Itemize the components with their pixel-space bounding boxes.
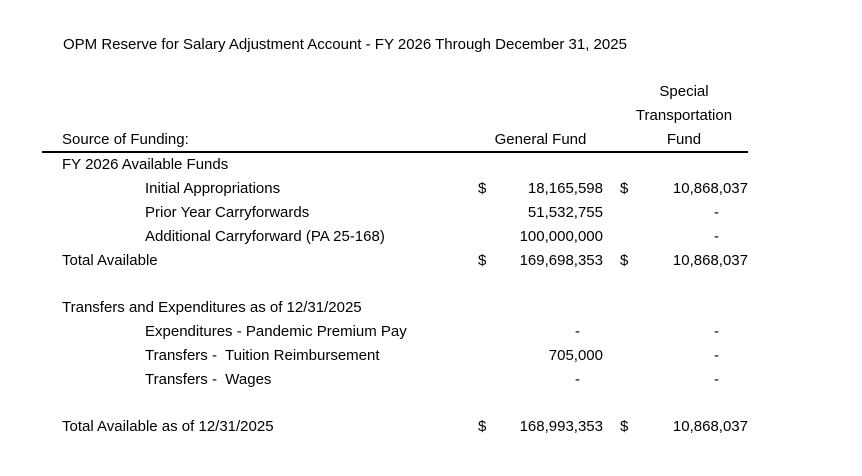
row-label: FY 2026 Available Funds (62, 156, 229, 174)
general-fund-amount: 169,698,353 (519, 251, 603, 269)
row-label: Expenditures - Pandemic Premium Pay (145, 322, 407, 340)
general-fund-amount: - (575, 370, 580, 388)
stf-amount (640, 153, 748, 177)
column-gap (603, 415, 620, 439)
table-row-pandemic-premium-pay (42, 320, 748, 344)
general-fund-amount: 51,532,755 (527, 203, 603, 221)
funding-table (42, 80, 748, 439)
stf-dollar-sign: $ (620, 418, 629, 436)
column-gap (603, 296, 620, 320)
stf-dollar-sign (620, 368, 640, 392)
column-gap (603, 368, 620, 392)
stf-header-line-2: Transportation (635, 106, 733, 124)
table-row-section-transfers-expenditures (42, 296, 748, 320)
general-fund-dollar-sign (478, 296, 498, 320)
stf-dollar-sign: $ (620, 251, 629, 269)
table-row-additional-carryforward (42, 225, 748, 249)
row-label: Transfers - Wages (145, 370, 272, 388)
stf-header-line-3: Fund (666, 130, 702, 148)
column-gap (603, 320, 620, 344)
general-fund-dollar-sign (478, 320, 498, 344)
spacer-row (42, 272, 748, 296)
general-fund-amount: 100,000,000 (519, 227, 603, 245)
general-fund-column-header: General Fund (494, 130, 587, 148)
row-label: Transfers - Tuition Reimbursement (145, 346, 380, 364)
stf-amount (640, 296, 748, 320)
stf-dollar-sign (620, 344, 640, 368)
general-fund-dollar-sign (478, 368, 498, 392)
stf-amount: 10,868,037 (672, 180, 748, 198)
stf-amount: - (714, 370, 719, 388)
stf-dollar-sign (620, 320, 640, 344)
stf-dollar-sign (620, 201, 640, 225)
general-fund-dollar-sign (478, 201, 498, 225)
column-gap (603, 249, 620, 273)
stf-amount: - (714, 227, 719, 245)
row-label: Prior Year Carryforwards (145, 203, 310, 221)
general-fund-dollar-sign: $ (478, 418, 487, 436)
stf-header-line-1: Special (659, 83, 709, 100)
stf-amount: 10,868,037 (672, 418, 748, 436)
stf-dollar-sign (620, 225, 640, 249)
column-gap (603, 344, 620, 368)
table-row-total-available (42, 249, 748, 273)
row-label: Initial Appropriations (145, 180, 281, 198)
source-of-funding-header: Source of Funding: (62, 130, 189, 148)
stf-dollar-sign: $ (620, 180, 629, 198)
table-row-total-available-as-of-date (42, 415, 748, 439)
table-row-tuition-reimbursement (42, 344, 748, 368)
general-fund-dollar-sign (478, 225, 498, 249)
general-fund-amount (498, 296, 603, 320)
row-label: Total Available (62, 251, 158, 269)
general-fund-amount: 168,993,353 (519, 418, 603, 436)
page-title: OPM Reserve for Salary Adjustment Account - FY 2026 Through December 31, 2025 (63, 36, 627, 53)
stf-dollar-sign (620, 296, 640, 320)
stf-amount: 10,868,037 (672, 251, 748, 269)
special-transportation-fund-column-header (620, 80, 748, 151)
stf-dollar-sign (620, 153, 640, 177)
column-gap (603, 225, 620, 249)
general-fund-dollar-sign: $ (478, 180, 487, 198)
row-label: Total Available as of 12/31/2025 (62, 418, 274, 436)
stf-amount: - (714, 346, 719, 364)
spacer-row (42, 391, 748, 415)
stf-amount: - (714, 322, 719, 340)
table-row-prior-year-carryforwards (42, 201, 748, 225)
column-gap (603, 177, 620, 201)
general-fund-dollar-sign (478, 344, 498, 368)
general-fund-amount: - (575, 322, 580, 340)
table-header (42, 80, 748, 153)
column-gap (603, 153, 620, 177)
stf-amount: - (714, 203, 719, 221)
general-fund-amount: 18,165,598 (527, 180, 603, 198)
general-fund-amount: 705,000 (548, 346, 603, 364)
table-row-section-available-funds (42, 153, 748, 177)
row-label: Additional Carryforward (PA 25-168) (145, 227, 385, 245)
column-gap (603, 201, 620, 225)
general-fund-dollar-sign (478, 153, 498, 177)
table-row-initial-appropriations (42, 177, 748, 201)
general-fund-amount (498, 153, 603, 177)
row-label: Transfers and Expenditures as of 12/31/2025 (62, 299, 362, 317)
table-row-transfers-wages (42, 368, 748, 392)
general-fund-dollar-sign: $ (478, 251, 487, 269)
